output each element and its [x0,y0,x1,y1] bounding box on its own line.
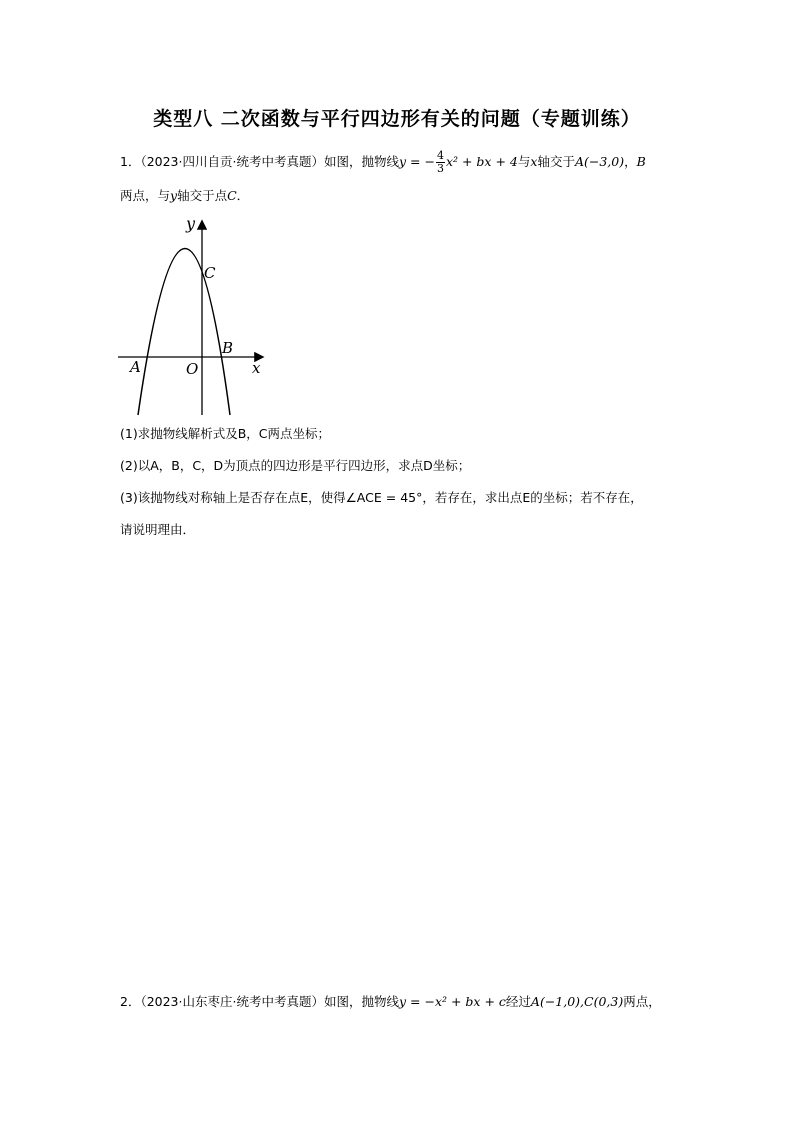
fig-label-b: B [222,339,234,357]
q2-number: 2． [120,994,141,1009]
q1-frac-den: 3 [436,162,444,175]
q1-fraction [436,150,445,175]
fig-label-a: A [130,358,141,376]
q1-part-2: (2)以A，B，C，D为顶点的四边形是平行四边形，求点D坐标； [120,458,471,473]
q1-x-var: x [530,154,538,169]
q1-comma: ， [624,154,637,169]
q1-line-2 [120,186,249,206]
q1-axis-meet: 轴交于 [537,154,575,169]
q1-intro: 如图，抛物线 [323,154,399,169]
q2-tail: 两点， [623,994,661,1009]
q1-eq-rest: x² + bx + 4 [445,154,518,169]
q2-line-1 [120,992,661,1012]
q1-y-var: y [170,188,178,203]
q1-source: （2023·四川自贡·统考中考真题） [140,154,324,169]
page-title: 类型八 二次函数与平行四边形有关的问题（专题训练） [153,108,641,130]
q2-pass: 经过 [505,994,531,1009]
fig-label-y: y [186,214,196,233]
q1-period: ． [236,188,250,203]
q2-intro: 如图，抛物线 [323,994,399,1009]
q1-line2-end: 轴交于点 [177,188,228,203]
q1-line2-start: 两点，与 [120,188,171,203]
q1-point-b: B [636,154,646,169]
q1-part-1: (1)求抛物线解析式及B，C两点坐标； [120,426,331,441]
q1-frac-num: 4 [436,149,444,162]
q1-part-3b: 请说明理由． [120,522,196,537]
q2-equation: y = −x² + bx + c [398,994,506,1009]
q1-line-1 [120,150,646,175]
fig-label-o: O [186,360,199,378]
q1-point-a: A(−3,0) [574,154,625,169]
q1-eq-lhs: y = − [398,154,435,169]
q1-with-axis: 与 [517,154,531,169]
fig-label-c: C [204,264,216,282]
q2-points: A(−1,0),C(0,3) [530,994,624,1009]
q1-number: 1． [120,154,141,169]
parabola-curve [138,249,230,416]
parabola-figure [112,210,272,420]
q2-source: （2023·山东枣庄·统考中考真题） [140,994,324,1009]
fig-label-x: x [252,359,261,377]
q1-point-c: C [227,188,237,203]
q1-part-3a: (3)该抛物线对称轴上是否存在点E，使得∠ACE = 45°，若存在，求出点E的坐标；若不存在， [120,490,643,505]
